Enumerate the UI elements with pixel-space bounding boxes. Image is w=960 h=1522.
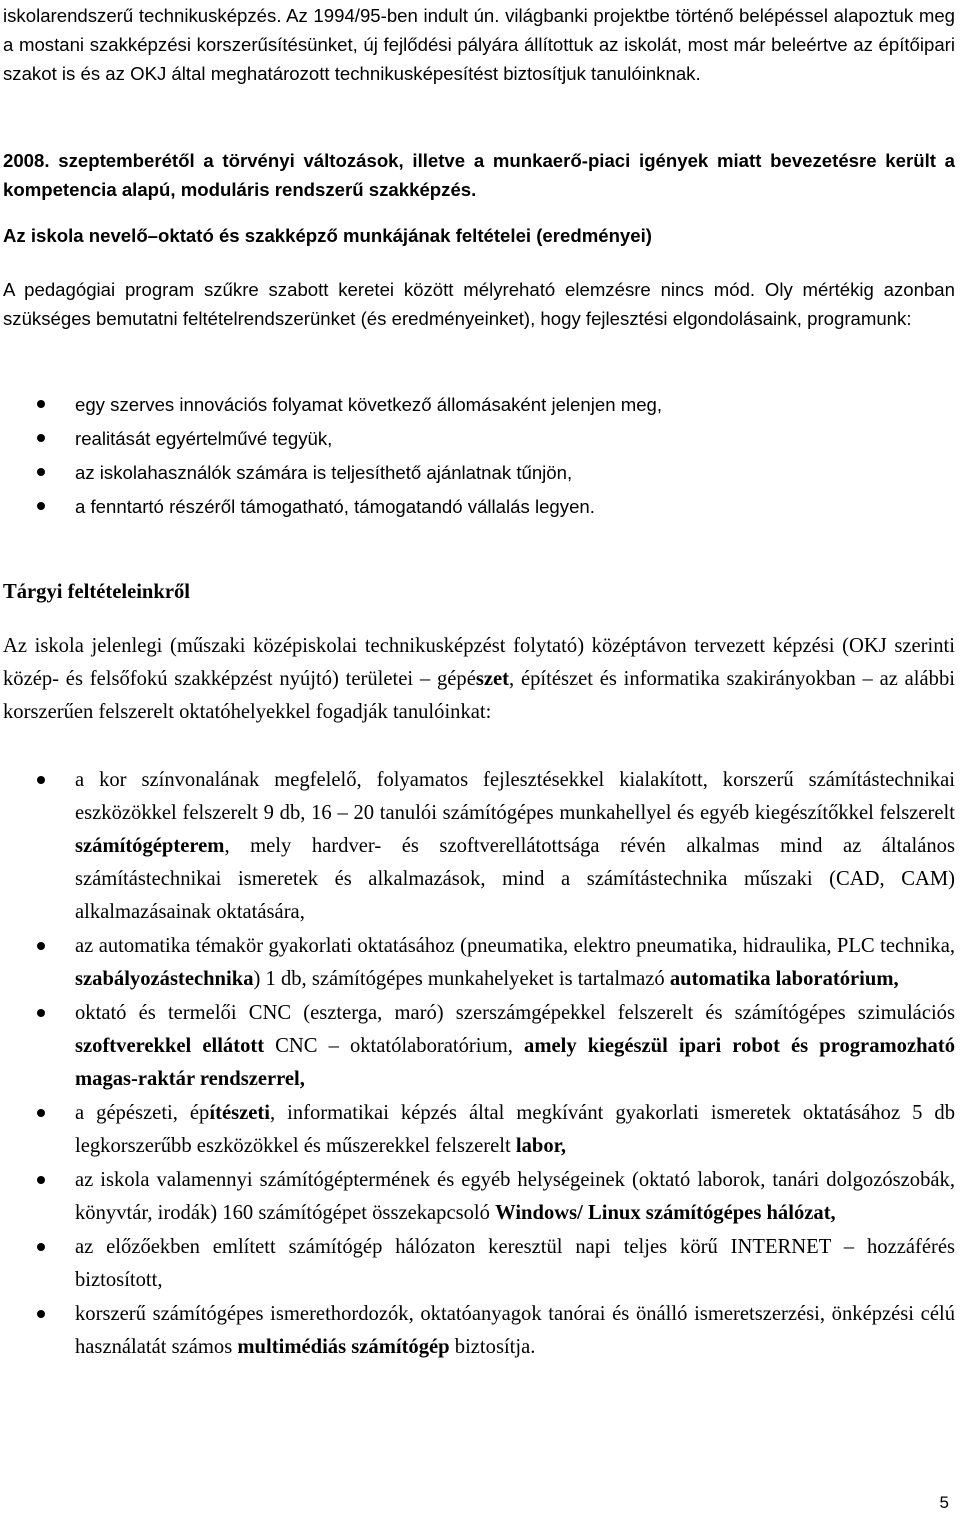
material-paragraph: Az iskola jelenlegi (műszaki középiskolai technikusképzést folytató) középtávon tervezett képzési (OKJ szerinti közép- és felsőfokú szakképzést nyújtó) területei – gépészet, építészet és informatika szakirányokban – az alábbi korszerűen felszerelt oktatóhelyekkel fogadják tanulóinkat: (3, 635, 955, 723)
list-item: az iskola valamennyi számítógéptermének és egyéb helységeinek (oktató laborok, tanári dolgozószobák, könyvtár, irodák) 160 számítógépet összekapcsoló Windows/ Linux számítógépes hálózat, (0, 1164, 955, 1230)
list-item (0, 490, 955, 524)
list-item: a gépészeti, építészeti, informatikai képzés által megkívánt gyakorlati ismeretek oktatásához 5 db legkorszerűbb eszközökkel és műszerekkel felszerelt labor, (0, 1097, 955, 1163)
list-item (0, 456, 955, 490)
goal-text: realitását egyértelművé tegyük, (75, 428, 333, 449)
bullet-icon (37, 468, 45, 476)
bullet-icon (37, 1109, 45, 1117)
bullet-icon (37, 776, 45, 784)
paragraph-2008: 2008. szeptemberétől a törvényi változások, illetve a munkaerő-piaci igények miatt bevezetésre került a kompetencia alapú, moduláris rendszerű szakképzés. (3, 150, 955, 200)
list-item: az előzőekben említett számítógép hálózaton keresztül napi teljes körű INTERNET – hozzáférés biztosított, (0, 1231, 955, 1297)
bullet-icon (37, 1310, 45, 1318)
list-item: az automatika témakör gyakorlati oktatásához (pneumatika, elektro pneumatika, hidraulika, PLC technika, szabályozástechnika) 1 db, számítógépes munkahelyeket is tartalmazó automatika laboratórium, (0, 930, 955, 996)
facilities-list (0, 764, 955, 1364)
bullet-icon (37, 434, 45, 442)
bullet-icon (37, 942, 45, 950)
section-heading-conditions: Az iskola nevelő–oktató és szakképző munkájának feltételei (eredményei) (3, 225, 652, 246)
list-item: a kor színvonalának megfelelő, folyamatos fejlesztésekkel kialakított, korszerű számítástechnikai eszközökkel felszerelt 9 db, 16 – 20 tanulói számítógépes munkahellyel és egyéb kiegészítőkkel felszerelt számítógépterem, mely hardver- és szoftverellátottsága révén alkalmas mind az általános számítástechnikai ismeretek és alkalmazások, mind a számítástechnika műszaki (CAD, CAM) alkalmazásainak oktatására, (0, 764, 955, 929)
goal-text: a fenntartó részéről támogatható, támogatandó vállalás legyen. (75, 496, 595, 517)
page-number: 5 (939, 1493, 949, 1512)
goal-text: az iskolahasználók számára is teljesíthető ajánlatnak tűnjön, (75, 462, 573, 483)
program-paragraph: A pedagógiai program szűkre szabott keretei között mélyreható elemzésre nincs mód. Oly mértékig azonban szükséges bemutatni feltételrendszerünket (és eredményeinket), hogy fejlesztési elgondolásaink, programunk: (3, 279, 955, 329)
section-heading-material: Tárgyi feltételeinkről (3, 581, 191, 603)
bullet-icon (37, 1243, 45, 1251)
list-item (0, 388, 955, 422)
bullet-icon (37, 502, 45, 510)
list-item (0, 422, 955, 456)
goals-list (0, 388, 955, 524)
goal-text: egy szerves innovációs folyamat következő állomásaként jelenjen meg, (75, 394, 663, 415)
list-item: oktató és termelői CNC (eszterga, maró) szerszámgépekkel felszerelt és számítógépes szimulációs szoftverekkel ellátott CNC – oktatólaboratórium, amely kiegészül ipari robot és programozható magas-raktár rendszerrel, (0, 997, 955, 1096)
bullet-icon (37, 1009, 45, 1017)
list-item: korszerű számítógépes ismerethordozók, oktatóanyagok tanórai és önálló ismeretszerzési, önképzési célú használatát számos multimédiás számítógép biztosítja. (0, 1298, 955, 1364)
bullet-icon (37, 400, 45, 408)
intro-paragraph: iskolarendszerű technikusképzés. Az 1994/95-ben indult ún. világbanki projektbe történő belépéssel alapoztuk meg a mostani szakképzési korszerűsítésünket, új fejlődési pályára állítottuk az iskolát, most már beleértve az építőipari szakot is és az OKJ által meghatározott technikusképesítést biztosítjuk tanulóinknak. (3, 5, 955, 84)
bullet-icon (37, 1176, 45, 1184)
